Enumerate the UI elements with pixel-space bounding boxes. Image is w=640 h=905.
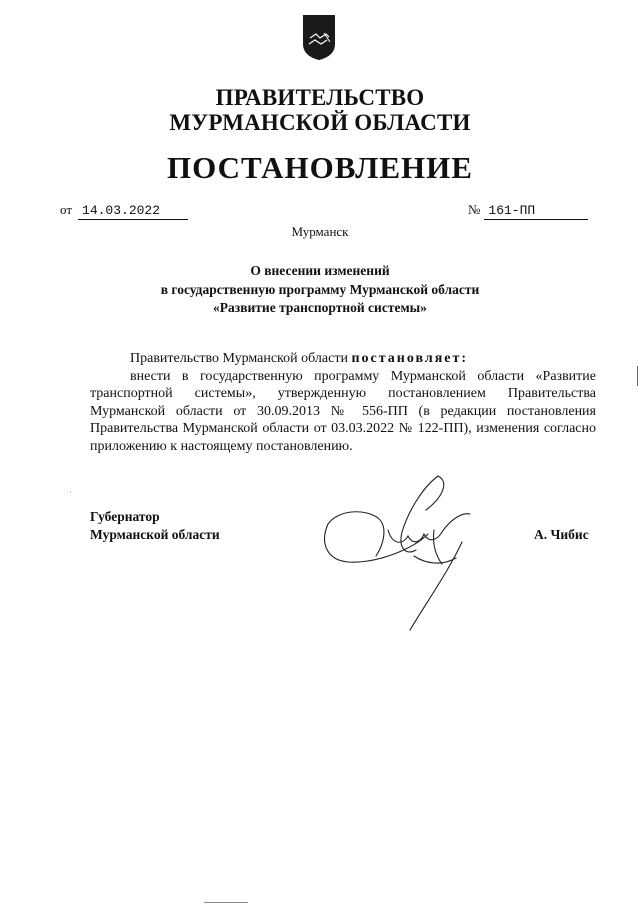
scan-dot — [70, 492, 71, 493]
document-body — [90, 350, 596, 456]
handwritten-signature-icon — [318, 472, 478, 632]
signatory-role-line2: Мурманской области — [90, 527, 220, 542]
number-value: 161-ПП — [484, 203, 588, 220]
intro-keyword: постановляет: — [351, 351, 469, 366]
date-value: 14.03.2022 — [78, 203, 188, 220]
intro-text: Правительство Мурманской области — [130, 351, 352, 366]
document-date — [60, 202, 188, 220]
resolution-paragraph: внести в государственную программу Мурманской области «Развитие транспортной системы», утвержденную постановлением Правительства Мурманской области от 30.09.2013 № 556-ПП (в редакции постановления Правительства Мурманской области от 03.03.2022 № 122-ПП), изменения согласно приложению к настоящему постановлению. — [90, 368, 596, 454]
government-name-line2: МУРМАНСКОЙ ОБЛАСТИ — [169, 110, 471, 135]
signatory-name: А. Чибис — [534, 527, 589, 542]
bottom-mark — [204, 902, 248, 903]
intro-paragraph — [90, 350, 596, 368]
subject-line-3: «Развитие транспортной системы» — [213, 300, 427, 315]
signatory-role — [90, 508, 220, 544]
city-name: Мурманск — [291, 224, 349, 239]
edge-mark — [637, 366, 638, 386]
number-prefix: № — [468, 202, 481, 217]
subject-line-1: О внесении изменений — [250, 263, 390, 278]
date-prefix: от — [60, 202, 73, 217]
coat-of-arms-icon — [302, 14, 336, 61]
document-type-title: ПОСТАНОВЛЕНИЕ — [167, 150, 473, 185]
government-name-line1: ПРАВИТЕЛЬСТВО — [215, 85, 425, 110]
signatory-role-line1: Губернатор — [90, 509, 160, 524]
document-number — [468, 202, 588, 220]
subject-line-2: в государственную программу Мурманской области — [160, 282, 480, 297]
